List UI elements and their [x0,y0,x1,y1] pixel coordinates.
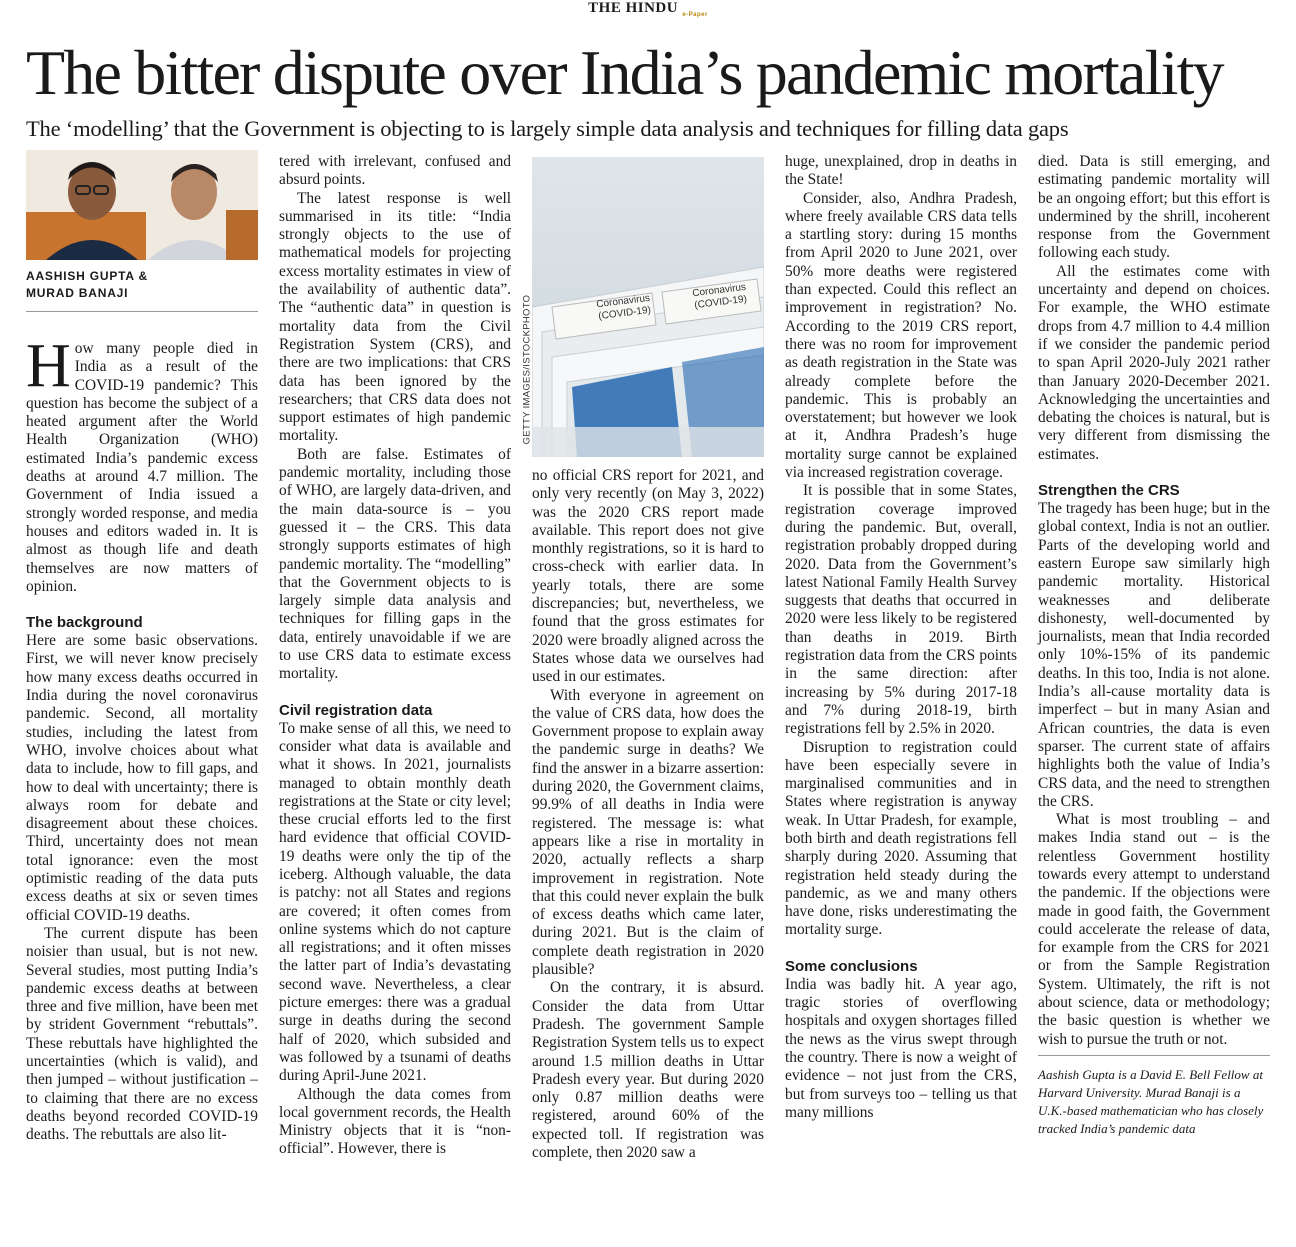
paragraph: The current dispute has been noisier than usual, but is not new. Several studies, most putting India’s pandemic excess deaths at between three and five million, have been met by strident Government “rebuttals”. These rebuttals have highlighted the uncertainties (which is valid), and then jumped – without justification – to claiming that there are no excess deaths beyond recorded COVID-19 deaths. The rebuttals are also lit- [26,924,258,1144]
authors-illustration [26,150,258,260]
folder-tab-text-2: Coronavirus (COVID-19) [691,281,748,312]
paragraph: India was badly hit. A year ago, tragic stories of overflowing hospitals and oxygen shortages filled the news as the virus swept through the country. There is now a weight of evidence – not just from the CRS, but from surveys too – telling us that many millions [785,975,1017,1121]
subhead-civil-registration: Civil registration data [279,701,433,719]
paragraph: Both are false. Estimates of pandemic mortality, including those of WHO, are largely data-driven, and the main data-source is – you guessed it – the CRS. This data strongly supports estimates of high pandemic mortality. The “modelling” that the Government objects to is largely simple data analysis and techniques for filling gaps in the data, entirely unavoidable if we are to use CRS data to estimate excess mortality. [279,445,511,683]
masthead-edition: e-Paper [682,12,708,18]
paragraph: no official CRS report for 2021, and only very recently (on May 3, 2022) was the 2020 CRS report made available. This report does not give monthly registrations, so it is hard to cross-check with earlier data. In yearly totals, there are some discrepancies; but, nevertheless, we found that the gross estimates for 2020 were broadly aligned across the States whose data we ourselves had used in our estimates. [532,467,764,686]
byline-author-2: MURAD BANAJI [26,286,129,300]
photo-credit [514,294,533,445]
paragraph: On the contrary, it is absurd. Consider the data from Uttar Pradesh. The government Sample Registration System tells us to expect around 1.5 million deaths in Uttar Pradesh every year. But during 2020 only 0.87 million deaths were registered, around 60% of the expected toll. If registration was complete, then 2020 saw a [532,979,764,1161]
paragraph: The tragedy has been huge; but in the global context, India is not an outlier. Parts of the developing world and eastern Europe saw similarly high pandemic mortality. Historical weaknesses and deliberate dishonesty, well-documented by journalists, mean that India recorded only 10%-15% of its pandemic deaths. In this too, India is not alone. India’s all-cause mortality data is imperfect – but in many Asian and African countries, the data is even sparser. The current state of affairs highlights both the value of India’s CRS data, and the need to strengthen the CRS. [1038,500,1270,810]
subhead-background: The background [26,614,143,632]
column-3 [532,467,764,1162]
paragraph: To make sense of all this, we need to consider what data is available and what it shows. In 2021, journalists managed to obtain monthly death registrations at the State or city level; these crucial efforts led to the first hard evidence that official COVID-19 deaths were only the tip of the iceberg. Although valuable, the data is patchy: not all States and regions are covered; it often comes from online systems which do not capture all registrations; and it often misses the latter part of India’s devastating second wave. Nevertheless, a clear picture emerges: there was a gradual surge in deaths during the second half of 2020, which subsided and was followed by a tsunami of deaths during April-June 2021. [279,719,511,1085]
paragraph: All the estimates come with uncertainty and depend on choices. For example, the WHO estimate drops from 4.7 million to 4.4 million if we consider the pandemic period to span April 2020-July 2021 rather than January 2020-December 2021. Acknowledging the uncertainties and debating the choices is natural, but is very different from dismissing the estimates. [1038,262,1270,463]
masthead-title: THE HINDU [588,0,679,16]
paragraph: Disruption to registration could have been especially severe in marginalised communities and in States where registration is anyway weak. In Uttar Pradesh, for example, both birth and death registrations fell sharply during 2020. Assuming that registration held steady during the pandemic, as we and many others have done, risks underestimating the mortality surge. [785,738,1017,939]
paragraph [26,332,258,596]
column-1 [26,332,258,1144]
column-2 [279,153,511,1159]
subhead-conclusions: Some conclusions [785,957,918,975]
author-bio: Aashish Gupta is a David E. Bell Fellow at Harvard University. Murad Banaji is a U.K.-based mathematician who has closely tracked India’s pandemic data [1038,1055,1270,1138]
masthead [0,0,1296,18]
paragraph: The latest response is well summarised in its title: “India strongly objects to the use of mathematical models for projecting excess mortality estimates in view of the availability of authentic data”. The “authentic data” in question is mortality data from the Civil Registration System (CRS), and there are two implications: that CRS data has been ignored by the researchers; that CRS data does not support estimates of high pandemic mortality. [279,189,511,445]
paragraph: Here are some basic observations. First, we will never know precisely how many excess deaths occurred in India during the novel coronavirus pandemic. Second, all mortality studies, including the latest from WHO, involve choices about what data to include, how to fill gaps, and how to deal with uncertainty; there is always room for debate and disagreement about these choices. Third, uncertainty does not mean total ignorance: even the most optimistic reading of the data puts excess deaths at six or seven times official COVID-19 deaths. [26,632,258,924]
author-photos [26,150,258,260]
drop-cap: H [26,332,71,400]
paragraph-text: ow many people died in India as a result of the COVID-19 pandemic? This question has become the subject of a heated argument after the World Health Organization (WHO) estimated India’s pandemic excess deaths at around 4.7 million. The Government of India issued a strongly worded response, and media houses and editors waded in. It is almost as though life and death themselves are now matters of opinion. [26,340,258,595]
paragraph: Consider, also, Andhra Pradesh, where freely available CRS data tells a startling story: during 15 months from April 2020 to June 2021, over 50% more deaths were registered than expected. Could this reflect an improvement in registration? No. According to the 2019 CRS report, there was no room for improvement as death registration in the State was already complete before the pandemic. This is probably an overstatement; but however we look at it, Andhra Pradesh’s huge mortality surge cannot be explained via increased registration coverage. [785,189,1017,482]
paragraph: huge, unexplained, drop in deaths in the State! [785,153,1017,189]
headline: The bitter dispute over India’s pandemic mortality [26,37,1223,108]
paragraph: died. Data is still emerging, and estimating pandemic mortality will be an ongoing effort; but this effort is undermined by the shrill, incoherent response from the Government following each study. [1038,153,1270,262]
paragraph: Although the data comes from local government records, the Health Ministry objects that it is “non-official”. However, there is [279,1085,511,1158]
paragraph: What is most troubling – and makes India stand out – is the relentless Government hostility towards every attempt to understand the pandemic. If the objections were made in good faith, the Government could accelerate the release of data, for example from the CRS for 2021 or from the Sample Registration System. Ultimately, the rift is not about science, data or methodology; the basic question is whether we wish to pursue the truth or not. [1038,811,1270,1048]
column-5 [1038,153,1270,1138]
paragraph: It is possible that in some States, registration coverage improved during the pandemic. But, overall, registration probably dropped during 2020. Data from the Government’s latest National Family Health Survey suggests that deaths that occurred in 2020 were less likely to be registered than deaths in 2019. Birth registration data from the CRS points in the same direction: after increasing by 5% during 2017-18 and 7% during 2018-19, birth registrations fell by 2.5% in 2020. [785,482,1017,738]
photo-credit-text: GETTY IMAGES/ISTOCKPHOTO [521,294,533,445]
paragraph: With everyone in agreement on the value of CRS data, how does the Government propose to explain away the pandemic surge in deaths? We find the answer in a bizarre assertion: during 2020, the Government claims, 99.9% of all deaths in India were registered. The message is: what appears like a rise in mortality in 2020, actually reflects a sharp improvement in registration. Note that this could never explain the bulk of excess deaths which came later, during 2021. But is the claim of complete death registration in 2020 plausible? [532,686,764,979]
subhead-strengthen-crs: Strengthen the CRS [1038,482,1180,500]
paragraph: tered with irrelevant, confused and absurd points. [279,153,511,189]
byline-author-1: AASHISH GUPTA & [26,269,149,283]
byline-divider [26,311,258,312]
standfirst: The ‘modelling’ that the Government is objecting to is largely simple data analysis and techniques for filling data gaps [26,116,1069,141]
column-4 [785,153,1017,1122]
article-photo [532,157,764,457]
folder-tab-text-1: Coronavirus (COVID-19) [595,292,652,323]
byline [26,268,258,302]
